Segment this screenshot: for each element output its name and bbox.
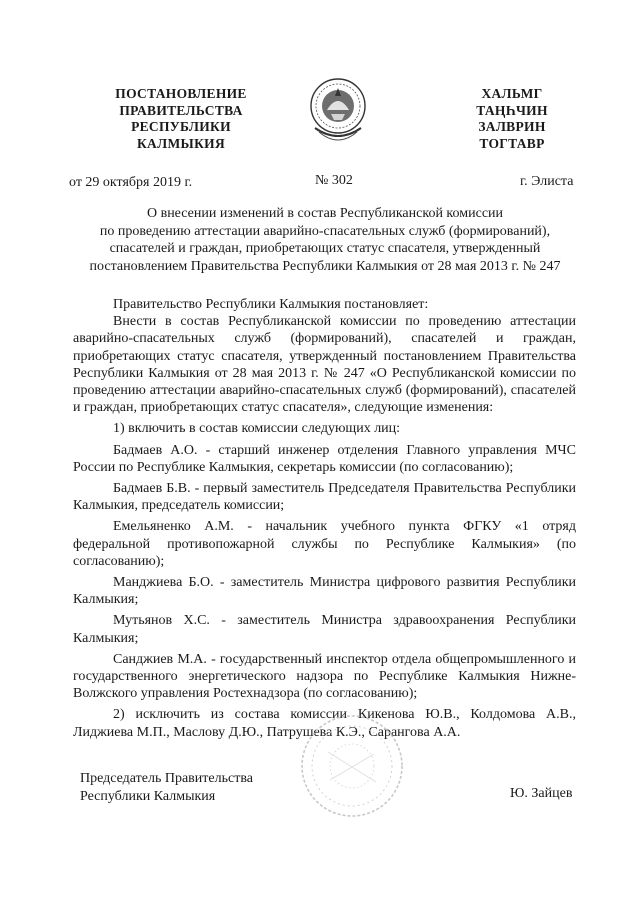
member-entry: Емельяненко А.М. - начальник учебного пункта ФГКУ «1 отряд федеральной противопожарной службы по Республике Калмыкия» (по согласованию); <box>73 519 576 569</box>
exclusion-paragraph: 2) исключить из состава комиссии Кикенова Ю.В., Колдомова А.В., Лиджиева М.П., Маслову Д.Ю., Патрушева К.Э., Сарангова А.А. <box>73 707 576 740</box>
title-line: О внесении изменений в состав Республиканской комиссии <box>146 206 504 221</box>
document-city: г. Элиста <box>520 174 574 189</box>
document-body <box>73 296 576 741</box>
header-right-line: ХАЛЬМГ <box>481 86 543 101</box>
member-entry: Мутьянов Х.С. - заместитель Министра здравоохранения Республики Калмыкия; <box>73 613 576 646</box>
header-right-line: ТОГТАВР <box>479 135 545 151</box>
title-line: спасателей и граждан, приобретающих статус спасателя, утвержденный <box>109 241 541 256</box>
member-entry: Санджиев М.А. - государственный инспектор отдела общепромышленного и государственного энергетического надзора по Республике Калмыкия Нижне-Волжского управления Ростехнадзора (по согласованию); <box>73 651 576 702</box>
header-kalmyk <box>452 86 572 152</box>
member-entry: Бадмаев Б.В. - первый заместитель Председателя Правительства Республики Калмыкия, председатель комиссии; <box>73 481 576 514</box>
header-right-line: ЗАЛВРИН <box>478 119 546 134</box>
resolution-intro: Правительство Республики Калмыкия постановляет: <box>113 297 429 312</box>
header-left-line: ПРАВИТЕЛЬСТВА <box>119 102 243 118</box>
header-right-line: ТАҢҺЧИН <box>476 102 548 118</box>
signatory-position-line: Председатель Правительства <box>80 771 253 786</box>
header-russian <box>96 86 266 152</box>
document-number: № 302 <box>315 173 353 188</box>
list-heading-include: 1) включить в состав комиссии следующих лиц: <box>113 421 401 437</box>
signatory-name: Ю. Зайцев <box>510 786 573 801</box>
member-entry: Манджиева Б.О. - заместитель Министра цифрового развития Республики Калмыкия; <box>73 575 576 608</box>
kalmykia-coat-of-arms-icon <box>305 70 371 150</box>
signatory-position-line: Республики Калмыкия <box>80 789 216 804</box>
header-left-line: КАЛМЫКИЯ <box>136 135 226 151</box>
header-left-line: ПОСТАНОВЛЕНИЕ <box>115 86 247 101</box>
title-line: постановлением Правительства Республики Калмыкия от 28 мая 2013 г. № 247 <box>89 258 561 274</box>
faded-seal-stamp-icon <box>298 712 406 820</box>
document-title <box>80 205 570 275</box>
title-line: по проведению аттестации аварийно-спасательных служб (формирований), <box>99 223 551 239</box>
header-left-line: РЕСПУБЛИКИ <box>131 119 231 134</box>
document-date: от 29 октября 2019 г. <box>69 175 193 190</box>
member-entry: Бадмаев А.О. - старший инженер отделения Главного управления МЧС России по Республике Калмыкия, секретарь комиссии (по согласованию); <box>73 442 576 475</box>
resolution-paragraph: Внести в состав Республиканской комиссии по проведению аттестации аварийно-спасательных служб (формирований), спасателей и граждан, приобретающих статус спасателя, утвержденный постановлением Правительства Республики Калмыкия от 28 мая 2013 г. № 247 «О Республиканской комиссии по проведению аттестации аварийно-спасательных служб (формирований), спасателей и граждан, приобретающих статус спасателя», следующие изменения: <box>73 314 576 416</box>
signatory-position <box>80 770 253 806</box>
